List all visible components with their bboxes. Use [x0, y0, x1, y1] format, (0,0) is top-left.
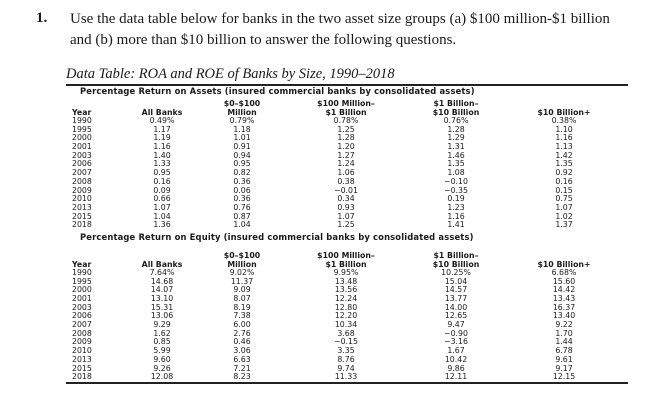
column-header-0-100-million	[194, 252, 290, 269]
cell-year: 2000	[72, 133, 92, 143]
cell-0-100-million: 0.82	[233, 168, 251, 178]
cell-10-billion-plus: 1.70	[555, 328, 573, 338]
cell-10-billion-plus: 0.75	[555, 194, 573, 204]
cell-1-10-billion: −3.16	[444, 337, 468, 347]
cell-year: 2013	[72, 354, 92, 364]
cell-100-million-1-billion: 1.25	[337, 124, 355, 134]
cell-year: 2008	[72, 176, 92, 186]
cell-year: 2009	[72, 337, 92, 347]
cell-0-100-million: 7.38	[233, 311, 251, 321]
cell-0-100-million: 9.02%	[229, 267, 255, 277]
cell-0-100-million: 0.87	[233, 211, 251, 221]
cell-10-billion-plus: 6.78	[555, 346, 573, 356]
cell-1-10-billion: 1.29	[447, 133, 465, 143]
cell-year: 1995	[72, 124, 92, 134]
bottom-rule	[66, 382, 628, 384]
cell-0-100-million: 0.06	[233, 185, 251, 195]
cell-year: 2010	[72, 194, 92, 204]
cell-10-billion-plus: 0.15	[555, 185, 573, 195]
cell-all-banks: 1.36	[153, 220, 171, 230]
column-header-row	[66, 243, 628, 269]
roa-section	[66, 86, 628, 230]
cell-all-banks: 1.04	[153, 211, 171, 221]
cell-10-billion-plus: 1.35	[555, 159, 573, 169]
cell-1-10-billion: 9.86	[447, 363, 465, 373]
cell-10-billion-plus: 1.13	[555, 142, 573, 152]
cell-0-100-million: 1.18	[233, 124, 251, 134]
cell-all-banks: 0.49%	[149, 116, 175, 125]
cell-10-billion-plus: 9.22	[555, 320, 573, 330]
cell-0-100-million: 8.07	[233, 294, 251, 303]
cell-0-100-million: 0.91	[233, 142, 251, 152]
cell-all-banks: 13.06	[150, 311, 174, 321]
column-header-line: $10 Billion	[432, 107, 480, 117]
cell-100-million-1-billion: 9.95%	[333, 267, 359, 277]
cell-0-100-million: 0.94	[233, 150, 251, 160]
cell-10-billion-plus: 1.10	[555, 124, 573, 134]
cell-all-banks: 0.85	[153, 337, 171, 347]
cell-100-million-1-billion: −0.01	[334, 185, 358, 195]
cell-10-billion-plus: 1.37	[555, 220, 573, 230]
cell-100-million-1-billion: 13.48	[334, 276, 358, 286]
cell-1-10-billion: 1.23	[447, 202, 465, 212]
cell-all-banks: 14.07	[150, 285, 174, 295]
cell-year: 2015	[72, 211, 92, 221]
cell-1-10-billion: 1.41	[447, 220, 465, 230]
cell-all-banks: 1.17	[153, 124, 171, 134]
cell-100-million-1-billion: 8.76	[337, 354, 355, 364]
column-header-line: $0–$100	[223, 99, 261, 109]
cell-0-100-million: 6.00	[233, 320, 251, 330]
cell-all-banks: 0.95	[153, 168, 171, 178]
column-header-100-million-1-billion	[290, 100, 402, 117]
table-row	[66, 373, 628, 382]
cell-0-100-million: 1.04	[233, 220, 251, 230]
cell-10-billion-plus: 12.15	[552, 372, 576, 382]
section-title: Percentage Return on Assets (insured commercial banks by consolidated assets)	[80, 86, 475, 96]
column-header-row	[66, 97, 628, 117]
cell-0-100-million: 3.06	[233, 346, 251, 356]
column-header-line: $10 Billion	[432, 259, 480, 269]
cell-year: 2009	[72, 185, 92, 195]
column-header-line: $1 Billion	[325, 107, 367, 117]
cell-10-billion-plus: 16.37	[552, 302, 576, 312]
column-header-1-10-billion	[402, 252, 510, 269]
cell-all-banks: 1.07	[153, 202, 171, 212]
cell-all-banks: 9.60	[153, 354, 171, 364]
cell-all-banks: 14.68	[150, 276, 174, 286]
cell-1-10-billion: 14.00	[444, 302, 468, 312]
cell-1-10-billion: 10.25%	[441, 267, 471, 277]
cell-100-million-1-billion: −0.15	[334, 337, 358, 347]
cell-100-million-1-billion: 10.34	[334, 320, 358, 330]
cell-all-banks: 0.09	[153, 185, 171, 195]
cell-0-100-million: 0.79%	[229, 116, 255, 125]
cell-year: 2003	[72, 302, 92, 312]
cell-100-million-1-billion: 13.56	[334, 285, 358, 295]
cell-100-million-1-billion: 1.06	[337, 168, 355, 178]
column-header-line: All Banks	[141, 107, 183, 117]
cell-all-banks: 1.62	[153, 328, 171, 338]
column-header-line: $1 Billion	[325, 259, 367, 269]
cell-1-10-billion: 1.16	[447, 211, 465, 221]
cell-year: 2006	[72, 311, 92, 321]
cell-100-million-1-billion: 1.07	[337, 211, 355, 221]
cell-1-10-billion: −0.10	[444, 176, 468, 186]
cell-year: 2001	[72, 294, 92, 303]
column-header-line: $100 Million–	[317, 251, 375, 261]
cell-year: 1990	[72, 116, 92, 125]
cell-year: 2006	[72, 159, 92, 169]
cell-year: 2003	[72, 150, 92, 160]
cell-0-100-million: 0.36	[233, 176, 251, 186]
cell-0-100-million: 2.76	[233, 328, 251, 338]
cell-0-100-million: 1.01	[233, 133, 251, 143]
cell-100-million-1-billion: 1.25	[337, 220, 355, 230]
cell-1-10-billion: 9.47	[447, 320, 465, 330]
cell-1-10-billion: 0.76%	[443, 116, 469, 125]
cell-0-100-million: 11.37	[230, 276, 254, 286]
column-header-line: $0–$100	[223, 251, 261, 261]
cell-100-million-1-billion: 3.68	[337, 328, 355, 338]
roe-section	[66, 232, 628, 382]
cell-1-10-billion: 14.57	[444, 285, 468, 295]
cell-year: 2010	[72, 346, 92, 356]
cell-100-million-1-billion: 1.24	[337, 159, 355, 169]
cell-100-million-1-billion: 12.20	[334, 311, 358, 321]
cell-all-banks: 12.08	[150, 372, 174, 382]
data-table	[66, 84, 628, 384]
cell-1-10-billion: 1.46	[447, 150, 465, 160]
cell-all-banks: 1.33	[153, 159, 171, 169]
cell-10-billion-plus: 0.16	[555, 176, 573, 186]
cell-100-million-1-billion: 3.35	[337, 346, 355, 356]
column-header-line: Million	[227, 107, 257, 117]
column-header-line: Million	[227, 259, 257, 269]
cell-1-10-billion: 1.28	[447, 124, 465, 134]
cell-year: 2000	[72, 285, 92, 295]
cell-10-billion-plus: 13.43	[552, 294, 576, 303]
cell-1-10-billion: 12.11	[444, 372, 468, 382]
cell-1-10-billion: 13.77	[444, 294, 468, 303]
cell-100-million-1-billion: 1.27	[337, 150, 355, 160]
cell-1-10-billion: 1.35	[447, 159, 465, 169]
cell-year: 2015	[72, 363, 92, 373]
question-number: 1.	[36, 10, 48, 26]
cell-year: 2013	[72, 202, 92, 212]
column-header-line: $10 Billion+	[537, 259, 591, 269]
cell-all-banks: 15.31	[150, 302, 174, 312]
column-header-line: $100 Million–	[317, 99, 375, 109]
cell-all-banks: 1.40	[153, 150, 171, 160]
cell-10-billion-plus: 1.02	[555, 211, 573, 221]
cell-year: 2018	[72, 372, 92, 382]
cell-100-million-1-billion: 0.38	[337, 176, 355, 186]
cell-10-billion-plus: 0.38%	[551, 116, 577, 125]
table-caption: Data Table: ROA and ROE of Banks by Size, 1990–2018	[66, 66, 395, 82]
column-header-line: $1 Billion–	[433, 99, 479, 109]
cell-1-10-billion: 1.31	[447, 142, 465, 152]
column-header-line: Year	[72, 107, 92, 117]
cell-1-10-billion: −0.90	[444, 328, 468, 338]
cell-1-10-billion: 12.65	[444, 311, 468, 321]
cell-0-100-million: 8.19	[233, 302, 251, 312]
cell-10-billion-plus: 1.42	[555, 150, 573, 160]
column-header-0-100-million	[194, 100, 290, 117]
cell-1-10-billion: −0.35	[444, 185, 468, 195]
cell-100-million-1-billion: 0.34	[337, 194, 355, 204]
cell-100-million-1-billion: 1.20	[337, 142, 355, 152]
cell-1-10-billion: 10.42	[444, 354, 468, 364]
question-text: Use the data table below for banks in the two asset size groups (a) $100 million-$1 billion and (b) more than $10 billion to answer the following questions.	[70, 11, 610, 48]
column-header-line: $10 Billion+	[537, 107, 591, 117]
cell-year: 2007	[72, 168, 92, 178]
cell-0-100-million: 0.46	[233, 337, 251, 347]
cell-all-banks: 0.66	[153, 194, 171, 204]
column-header-line: Year	[72, 259, 92, 269]
cell-100-million-1-billion: 12.80	[334, 302, 358, 312]
cell-100-million-1-billion: 1.28	[337, 133, 355, 143]
cell-10-billion-plus: 6.68%	[551, 267, 577, 277]
cell-1-10-billion: 1.08	[447, 168, 465, 178]
cell-all-banks: 13.10	[150, 294, 174, 303]
cell-0-100-million: 6.63	[233, 354, 251, 364]
cell-10-billion-plus: 1.16	[555, 133, 573, 143]
cell-10-billion-plus: 1.07	[555, 202, 573, 212]
cell-10-billion-plus: 15.60	[552, 276, 576, 286]
cell-10-billion-plus: 9.61	[555, 354, 573, 364]
cell-all-banks: 5.99	[153, 346, 171, 356]
cell-10-billion-plus: 0.92	[555, 168, 573, 178]
cell-all-banks: 0.16	[153, 176, 171, 186]
cell-10-billion-plus: 1.44	[555, 337, 573, 347]
cell-all-banks: 9.26	[153, 363, 171, 373]
cell-1-10-billion: 1.67	[447, 346, 465, 356]
cell-all-banks: 9.29	[153, 320, 171, 330]
cell-0-100-million: 0.95	[233, 159, 251, 169]
section-title: Percentage Return on Equity (insured commercial banks by consolidated assets)	[80, 231, 474, 242]
column-header-line: All Banks	[141, 259, 183, 269]
column-header-1-10-billion	[402, 100, 510, 117]
cell-100-million-1-billion: 12.24	[334, 294, 358, 303]
cell-100-million-1-billion: 9.74	[337, 363, 355, 373]
cell-year: 2007	[72, 320, 92, 330]
column-header-line: $1 Billion–	[433, 251, 479, 261]
cell-0-100-million: 0.76	[233, 202, 251, 212]
cell-0-100-million: 7.21	[233, 363, 251, 373]
cell-1-10-billion: 0.19	[447, 194, 465, 204]
cell-year: 1990	[72, 267, 92, 277]
cell-all-banks: 1.19	[153, 133, 171, 143]
cell-year: 2001	[72, 142, 92, 152]
cell-1-10-billion: 15.04	[444, 276, 468, 286]
table-row	[66, 221, 628, 230]
table-sections	[66, 86, 628, 382]
cell-100-million-1-billion: 11.33	[334, 372, 358, 382]
cell-10-billion-plus: 13.40	[552, 311, 576, 321]
column-header-100-million-1-billion	[290, 252, 402, 269]
cell-year: 1995	[72, 276, 92, 286]
cell-100-million-1-billion: 0.93	[337, 202, 355, 212]
cell-100-million-1-billion: 0.78%	[333, 116, 359, 125]
cell-10-billion-plus: 14.42	[552, 285, 576, 295]
cell-0-100-million: 9.09	[233, 285, 251, 295]
cell-0-100-million: 8.23	[233, 372, 251, 382]
cell-all-banks: 1.16	[153, 142, 171, 152]
cell-all-banks: 7.64%	[149, 267, 175, 277]
cell-year: 2008	[72, 328, 92, 338]
cell-year: 2018	[72, 220, 92, 230]
cell-10-billion-plus: 9.17	[555, 363, 573, 373]
cell-0-100-million: 0.36	[233, 194, 251, 204]
